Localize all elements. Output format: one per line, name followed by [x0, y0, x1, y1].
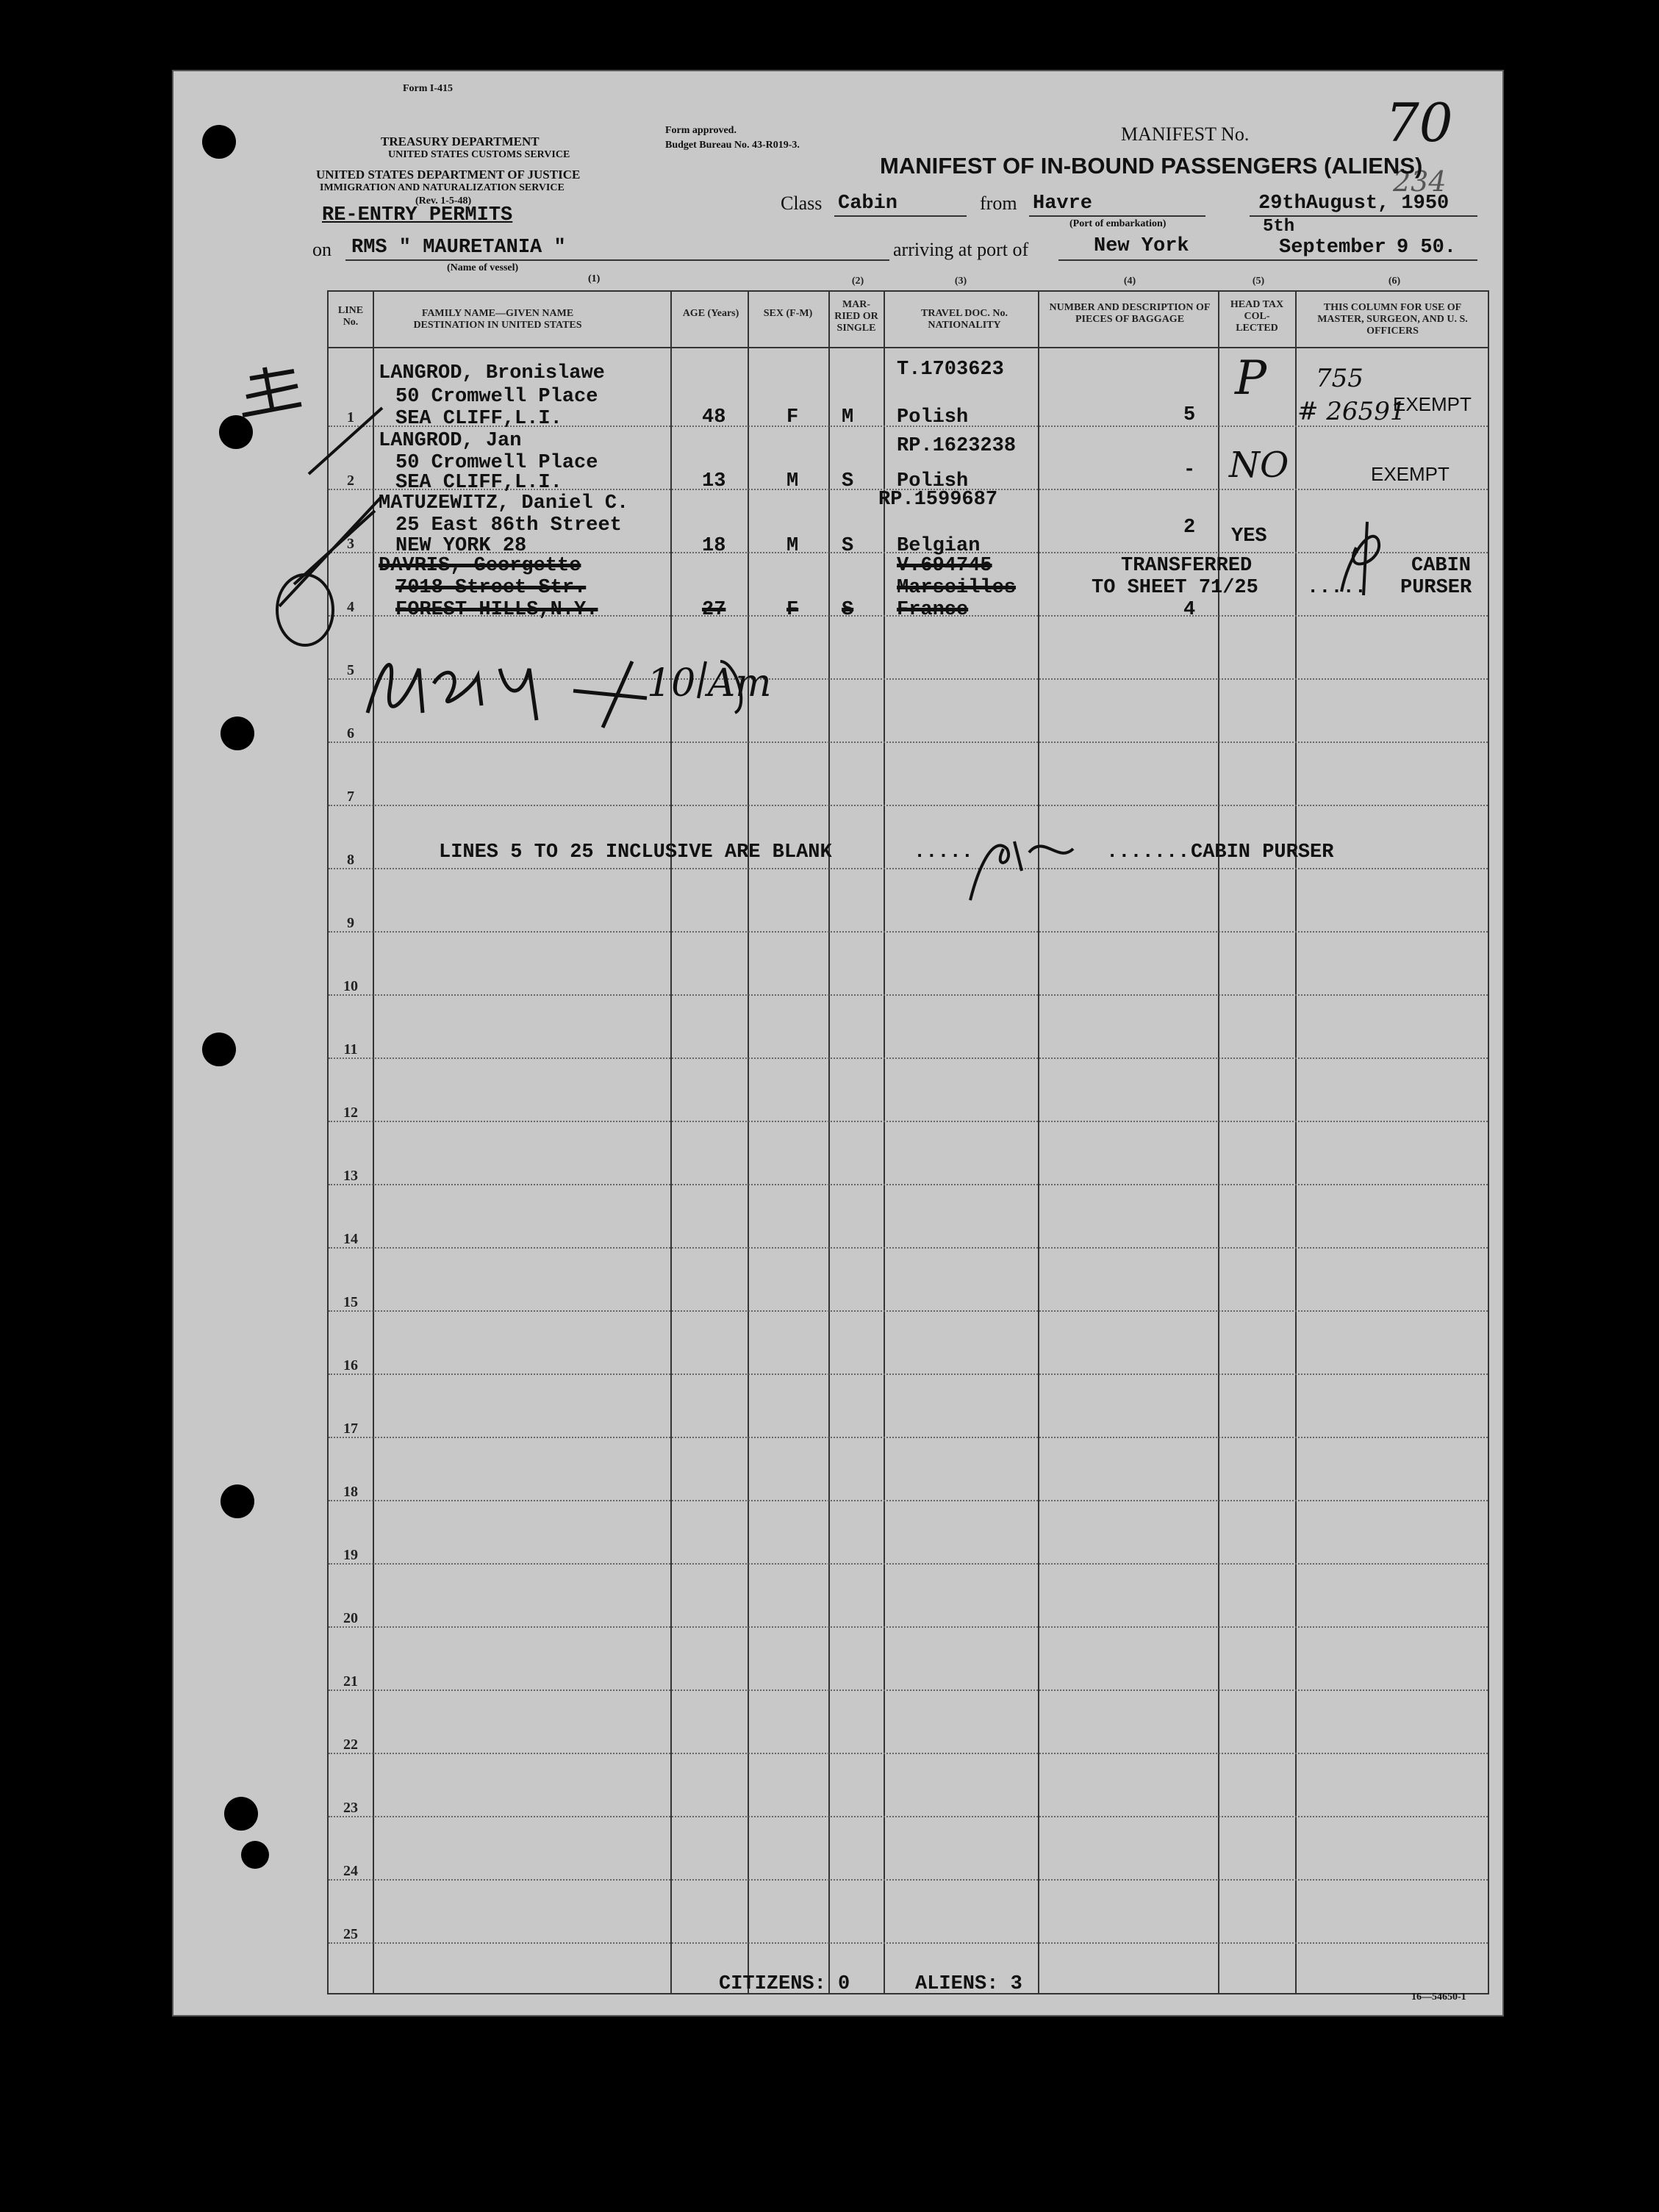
passenger-name: MATUZEWITZ, Daniel C.: [379, 492, 629, 514]
row-rule: [329, 1563, 1488, 1565]
passenger-age: 48: [702, 406, 726, 428]
line-number: 6: [347, 725, 354, 741]
vessel-underline: [345, 259, 889, 261]
passenger-status: M: [842, 406, 854, 428]
passenger-city: NEW YORK 28: [395, 535, 527, 557]
vessel-name: RMS " MAURETANIA ": [351, 237, 566, 259]
row-rule: [329, 1373, 1488, 1375]
passenger-sex: F: [786, 599, 799, 621]
line-number: 25: [343, 1926, 358, 1942]
line-number: 7: [347, 789, 354, 805]
passenger-name: DAVRIS, Georgette: [379, 555, 581, 577]
blank-note-dots-2: .......: [1106, 841, 1190, 863]
passenger-nationality: Belgian: [897, 535, 981, 557]
punch-hole: [221, 717, 254, 750]
blank-lines-note: LINES 5 TO 25 INCLUSIVE ARE BLANK: [439, 841, 832, 863]
col-head-officers: THIS COLUMN FOR USE OF MASTER, SURGEON, AND U. S. OFFICERS: [1317, 302, 1468, 337]
from-underline: [1029, 215, 1205, 217]
row-rule: [329, 1942, 1488, 1944]
col-num-5: (5): [1252, 276, 1265, 287]
arriving-label: arriving at port of: [893, 239, 1029, 260]
stamp-number: 234: [1393, 165, 1447, 198]
customs-service: UNITED STATES CUSTOMS SERVICE: [388, 149, 570, 160]
arrival-year: 9 50.: [1397, 237, 1457, 259]
line-number: 10: [343, 978, 358, 994]
line-number: 9: [347, 915, 354, 931]
arrival-underline: [1058, 259, 1477, 261]
passenger-status: S: [842, 599, 854, 621]
col-head-line: LINE No.: [337, 305, 364, 328]
budget-bureau: Budget Bureau No. 43-R019-3.: [665, 140, 800, 151]
tally-marks: [235, 364, 397, 650]
passenger-address: 25 East 86th Street: [395, 514, 622, 536]
form-approved: Form approved.: [665, 125, 737, 136]
passenger-address: 7018 Street Str.: [395, 577, 587, 599]
punch-hole: [241, 1841, 269, 1869]
passenger-doc: RP.1599687: [878, 489, 998, 511]
head-tax-mark: YES: [1231, 525, 1267, 547]
justice-dept: UNITED STATES DEPARTMENT OF JUSTICE: [316, 168, 581, 182]
head-tax-mark: NO: [1229, 445, 1289, 486]
passenger-age: 27: [702, 599, 726, 621]
punch-hole: [221, 1484, 254, 1518]
col-num-3: (3): [954, 276, 967, 287]
line-number: 5: [347, 662, 354, 678]
punch-hole: [224, 1797, 258, 1831]
arrival-day-note: 5th: [1263, 217, 1295, 237]
passenger-address: 50 Cromwell Place: [395, 452, 598, 474]
passenger-age: 18: [702, 535, 726, 557]
purser-dots: .....: [1307, 577, 1367, 599]
passenger-city: SEA CLIFF,L.I.: [395, 408, 562, 430]
col-head-sex: SEX (F-M): [763, 308, 813, 319]
aliens-total: ALIENS: 3: [915, 1973, 1022, 1995]
line-number: 12: [343, 1105, 358, 1121]
passenger-city: SEA CLIFF,L.I.: [395, 472, 562, 494]
line-number: 13: [343, 1168, 358, 1184]
row-rule: [329, 931, 1488, 933]
line-number: 1: [347, 409, 354, 425]
line-number: 15: [343, 1294, 358, 1310]
handwritten-note: # 26591: [1297, 397, 1406, 426]
row-rule: [329, 1247, 1488, 1249]
blank-note-dots: .....: [914, 841, 974, 863]
col-head-baggage: NUMBER AND DESCRIPTION OF PIECES OF BAGGAGE: [1049, 302, 1211, 325]
col-num-2: (2): [851, 276, 864, 287]
passenger-sex: M: [786, 470, 799, 492]
line-number: 11: [343, 1041, 358, 1057]
from-label: from: [980, 193, 1017, 214]
passenger-address: 50 Cromwell Place: [395, 386, 598, 408]
class-label: Class: [781, 193, 823, 214]
treasury-dept: TREASURY DEPARTMENT: [381, 134, 540, 148]
head-tax-mark: P: [1235, 351, 1267, 406]
col-divider: [884, 292, 885, 1993]
purser-label: PURSER: [1400, 577, 1472, 599]
passenger-sex: F: [786, 406, 799, 428]
line-number: 8: [347, 852, 354, 868]
passenger-doc: V.694745: [897, 555, 992, 577]
footer-code: 16—54650-1: [1411, 1992, 1466, 2003]
row-rule: [329, 1879, 1488, 1881]
arrival-port: New York: [1094, 235, 1189, 257]
passenger-nationality: Polish: [897, 470, 969, 492]
header-divider: [329, 347, 1488, 348]
line-number: 23: [343, 1800, 358, 1816]
col-head-travel: TRAVEL DOC. No. NATIONALITY: [921, 308, 1008, 331]
passenger-name: LANGROD, Bronislawe: [379, 362, 605, 384]
port-embark-caption: (Port of embarkation): [1069, 218, 1167, 229]
line-number: 3: [347, 536, 354, 552]
ins-service: IMMIGRATION AND NATURALIZATION SERVICE: [320, 182, 565, 193]
row-rule: [329, 1437, 1488, 1438]
blank-note-purser: CABIN PURSER: [1191, 841, 1334, 863]
transferred-sheet: TO SHEET 71/25: [1092, 577, 1258, 599]
line-number: 14: [343, 1231, 358, 1247]
row-rule: [329, 1310, 1488, 1312]
officer-remark: EXEMPT: [1371, 463, 1450, 485]
row-rule: [329, 1753, 1488, 1754]
line-number: 4: [347, 599, 354, 615]
line-number: 2: [347, 473, 354, 489]
passenger-status: S: [842, 535, 854, 557]
col-head-headtax: HEAD TAX COL- LECTED: [1230, 299, 1284, 334]
col-divider: [1295, 292, 1297, 1993]
col-divider: [748, 292, 749, 1993]
passenger-nationality: Polish: [897, 406, 969, 428]
class-underline: [834, 215, 967, 217]
passenger-name: LANGROD, Jan: [379, 430, 522, 452]
col-divider: [670, 292, 672, 1993]
passenger-city: FOREST HILLS,N.Y.: [395, 599, 598, 621]
manifest-number-label: MANIFEST No.: [1121, 123, 1250, 145]
col-head-age: AGE (Years): [682, 308, 739, 319]
passenger-age: 13: [702, 470, 726, 492]
passenger-baggage: -: [1183, 459, 1196, 481]
punch-hole: [202, 125, 236, 159]
arrival-date: September: [1279, 237, 1386, 259]
line-number: 18: [343, 1484, 358, 1500]
passenger-baggage: 2: [1183, 517, 1196, 539]
col-1-marker: (1): [588, 273, 601, 284]
transferred-label: TRANSFERRED: [1121, 555, 1253, 577]
officer-remark: EXEMPT: [1393, 393, 1472, 415]
passenger-doc: T.1703623: [897, 359, 1004, 381]
passenger-baggage: 4: [1183, 599, 1196, 621]
officer-initials: [1327, 518, 1393, 599]
row-rule: [329, 1121, 1488, 1122]
passenger-doc: RP.1623238: [897, 435, 1017, 457]
col-num-4: (4): [1123, 276, 1136, 287]
class-value: Cabin: [838, 193, 898, 215]
punch-hole: [202, 1033, 236, 1066]
form-number: Form I-415: [403, 83, 454, 94]
manifest-number-value: 70: [1386, 92, 1453, 154]
col-head-married: MAR- RIED OR SINGLE: [834, 299, 878, 334]
cabin-label: CABIN: [1411, 555, 1472, 577]
vessel-caption: (Name of vessel): [447, 262, 519, 273]
handwritten-note: 755: [1316, 364, 1364, 393]
line-number: 21: [343, 1673, 358, 1689]
row-rule: [329, 1057, 1488, 1059]
col-num-6: (6): [1388, 276, 1401, 287]
row-rule: [329, 1689, 1488, 1691]
row-rule: [329, 1626, 1488, 1628]
line-number: 16: [343, 1357, 358, 1373]
manifest-title: MANIFEST OF IN-BOUND PASSENGERS (ALIENS): [880, 153, 1423, 179]
handwritten-date: 10 Am: [647, 661, 772, 705]
row-rule: [329, 868, 1488, 869]
line-number: 20: [343, 1610, 358, 1626]
passenger-sex: M: [786, 535, 799, 557]
line-number: 19: [343, 1547, 358, 1563]
passenger-nationality-2: France: [897, 599, 969, 621]
col-divider: [1218, 292, 1219, 1993]
from-value: Havre: [1033, 193, 1093, 215]
row-rule: [329, 805, 1488, 806]
passenger-baggage: 5: [1183, 404, 1196, 426]
departure-date: 29thAugust, 1950: [1258, 193, 1450, 215]
line-number: 17: [343, 1421, 358, 1437]
on-label: on: [312, 239, 332, 260]
line-number: 22: [343, 1737, 358, 1753]
row-rule: [329, 1500, 1488, 1501]
passenger-nationality: Marseilles: [897, 577, 1017, 599]
citizens-total: CITIZENS: 0: [719, 1973, 850, 1995]
row-rule: [329, 994, 1488, 996]
row-rule: [329, 1184, 1488, 1185]
row-rule: [329, 1816, 1488, 1817]
reentry-permits: RE-ENTRY PERMITS: [322, 204, 513, 226]
line-number: 24: [343, 1863, 358, 1879]
col-divider: [828, 292, 830, 1993]
purser-signature: [963, 819, 1088, 908]
col-head-name: FAMILY NAME—GIVEN NAME DESTINATION IN UNITED STATES: [413, 308, 582, 331]
passenger-status: S: [842, 470, 854, 492]
revision: (Rev. 1-5-48): [415, 195, 472, 207]
col-divider: [1038, 292, 1039, 1993]
